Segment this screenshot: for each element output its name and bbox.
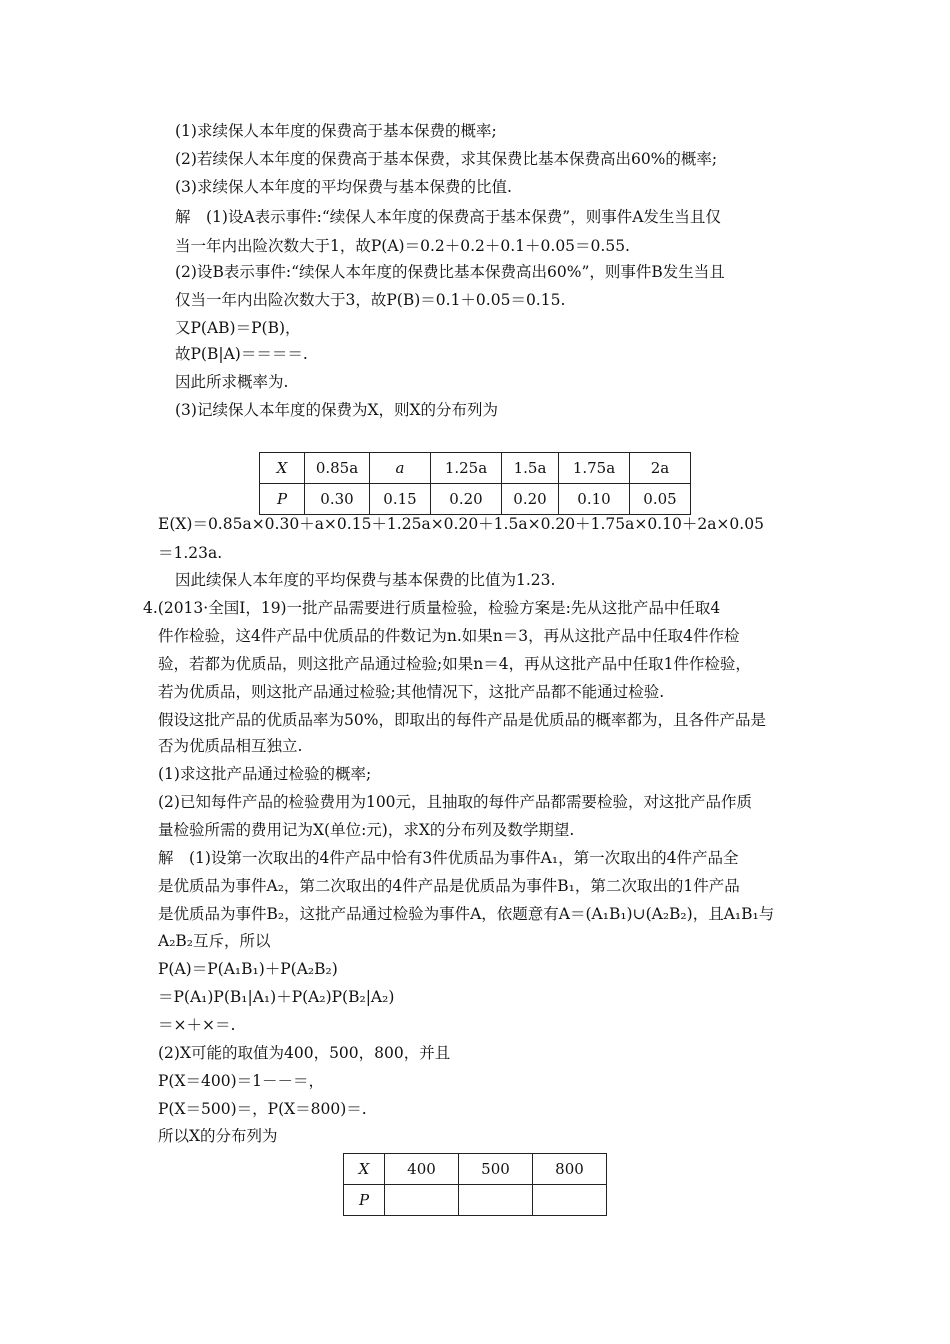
problem-4-line: 4.(2013·全国Ⅰ，19)一批产品需要进行质量检验，检验方案是:先从这批产品中任取4 bbox=[143, 599, 721, 617]
solution-line: ＝×＋×＝. bbox=[158, 1016, 236, 1034]
table-cell: 0.10 bbox=[559, 484, 630, 515]
table-cell: P bbox=[344, 1185, 385, 1216]
table-row-x bbox=[344, 1154, 607, 1185]
table-cell: a bbox=[370, 453, 431, 484]
table-row-x bbox=[260, 453, 691, 484]
table-cell: 0.30 bbox=[305, 484, 370, 515]
expectation-result: ＝1.23a. bbox=[158, 544, 223, 562]
solution-line: 仅当一年内出险次数大于3，故P(B)＝0.1＋0.05＝0.15. bbox=[175, 291, 566, 309]
table-cell: 1.25a bbox=[431, 453, 502, 484]
conclusion-line: 因此续保人本年度的平均保费与基本保费的比值为1.23. bbox=[175, 571, 556, 589]
solution-line: (2)设B表示事件:“续保人本年度的保费比基本保费高出60%”，则事件B发生当且 bbox=[175, 263, 725, 281]
table-cell bbox=[459, 1185, 533, 1216]
solution-line: (3)记续保人本年度的保费为X，则X的分布列为 bbox=[175, 401, 499, 419]
solution-line: ＝P(A₁)P(B₁|A₁)＋P(A₂)P(B₂|A₂) bbox=[158, 988, 395, 1006]
problem-4-line: 假设这批产品的优质品率为50%，即取出的每件产品是优质品的概率都为，且各件产品是 bbox=[158, 711, 766, 729]
problem-4-line: 量检验所需的费用记为X(单位:元)，求X的分布列及数学期望. bbox=[158, 821, 575, 839]
distribution-table-2 bbox=[343, 1153, 607, 1216]
table-cell: 1.75a bbox=[559, 453, 630, 484]
solution-line: 故P(B|A)＝＝＝＝. bbox=[175, 345, 308, 363]
problem-4-line: 否为优质品相互独立. bbox=[158, 737, 303, 755]
solution-line: P(X＝400)＝1－－＝， bbox=[158, 1072, 325, 1090]
table-row-p bbox=[260, 484, 691, 515]
table-cell: 2a bbox=[630, 453, 691, 484]
table-cell: 800 bbox=[533, 1154, 607, 1185]
table-cell: X bbox=[344, 1154, 385, 1185]
table-cell: 0.85a bbox=[305, 453, 370, 484]
solution-line: 因此所求概率为. bbox=[175, 373, 289, 391]
solution-line: 解 (1)设A表示事件:“续保人本年度的保费高于基本保费”，则事件A发生当且仅 bbox=[175, 208, 721, 226]
table-cell: 500 bbox=[459, 1154, 533, 1185]
table-cell: 0.20 bbox=[431, 484, 502, 515]
problem-4-question-2: (2)已知每件产品的检验费用为100元，且抽取的每件产品都需要检验，对这批产品作质 bbox=[158, 793, 753, 811]
solution-line: 当一年内出险次数大于1，故P(A)＝0.2＋0.2＋0.1＋0.05＝0.55. bbox=[175, 237, 630, 255]
solution-line: 是优质品为事件A₂，第二次取出的4件产品是优质品为事件B₁，第二次取出的1件产品 bbox=[158, 877, 740, 895]
table-cell: P bbox=[260, 484, 305, 515]
solution-line: 解 (1)设第一次取出的4件产品中恰有3件优质品为事件A₁，第一次取出的4件产品全 bbox=[158, 849, 739, 867]
table-cell: 0.20 bbox=[502, 484, 559, 515]
solution-line: 所以X的分布列为 bbox=[158, 1127, 278, 1145]
solution-line: P(X＝500)＝，P(X＝800)＝. bbox=[158, 1100, 367, 1118]
problem-4-question-1: (1)求这批产品通过检验的概率; bbox=[158, 765, 372, 783]
table-cell: X bbox=[260, 453, 305, 484]
solution-line: (2)X可能的取值为400，500，800，并且 bbox=[158, 1044, 451, 1062]
question-3: (3)求续保人本年度的平均保费与基本保费的比值. bbox=[175, 178, 512, 196]
solution-line: A₂B₂互斥，所以 bbox=[158, 932, 271, 950]
question-2: (2)若续保人本年度的保费高于基本保费，求其保费比基本保费高出60%的概率; bbox=[175, 150, 718, 168]
table-cell: 1.5a bbox=[502, 453, 559, 484]
table-cell: 0.05 bbox=[630, 484, 691, 515]
solution-line: 是优质品为事件B₂，这批产品通过检验为事件A，依题意有A＝(A₁B₁)∪(A₂B₂)，且A₁B₁与 bbox=[158, 905, 775, 923]
problem-4-line: 验，若都为优质品，则这批产品通过检验;如果n＝4，再从这批产品中任取1件作检验， bbox=[158, 655, 751, 673]
problem-4-line: 若为优质品，则这批产品通过检验;其他情况下，这批产品都不能通过检验. bbox=[158, 683, 665, 701]
table-cell bbox=[533, 1185, 607, 1216]
table-cell: 400 bbox=[385, 1154, 459, 1185]
table-cell: 0.15 bbox=[370, 484, 431, 515]
expectation-line: E(X)＝0.85a×0.30＋a×0.15＋1.25a×0.20＋1.5a×0.20＋1.75a×0.10＋2a×0.05 bbox=[158, 515, 764, 533]
solution-line: P(A)＝P(A₁B₁)＋P(A₂B₂) bbox=[158, 960, 338, 978]
problem-4-line: 件作检验，这4件产品中优质品的件数记为n.如果n＝3，再从这批产品中任取4件作检 bbox=[158, 627, 740, 645]
distribution-table-1 bbox=[259, 452, 691, 515]
table-row-p bbox=[344, 1185, 607, 1216]
table-cell bbox=[385, 1185, 459, 1216]
solution-line: 又P(AB)＝P(B)， bbox=[175, 319, 301, 337]
question-1: (1)求续保人本年度的保费高于基本保费的概率; bbox=[175, 122, 497, 140]
